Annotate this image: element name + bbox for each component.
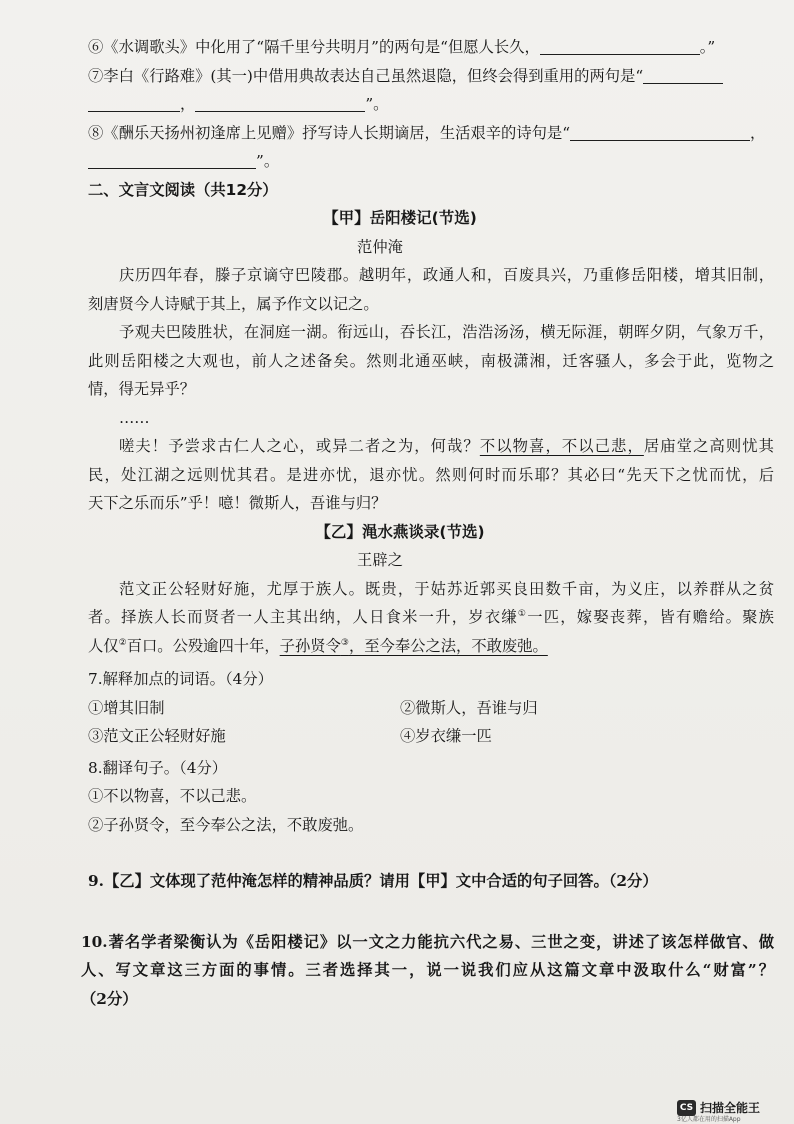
underlined-sentence-start: 子孙贤令 (279, 636, 341, 655)
text-a-p2-line2: 此则岳阳楼之大观也，前人之述备矣。然则北通巫峡，南极潇湘，迁客骚人，多会于此，览物之 (88, 351, 774, 370)
fill-blank-q8-separator: ， (750, 123, 766, 142)
answer-blank (88, 150, 256, 169)
underlined-sentence (280, 637, 548, 655)
section-heading: 二、文言文阅读（共12分） (88, 180, 278, 199)
answer-blank (540, 36, 700, 55)
text-b-line3 (88, 632, 774, 661)
fill-blank-q8-line1 (88, 119, 774, 148)
footnote-marker: ② (118, 637, 127, 648)
fill-blank-q6-text: ⑥《水调歌头》中化用了“隔千里兮共明月”的两句是“但愿人长久， (88, 38, 540, 56)
text-b-line3-middle: 百口。公殁逾四十年， (126, 636, 280, 655)
text-a-p2-line3: 情，得无异乎？ (88, 380, 196, 398)
text-a-p3-before: 嗟夫！予尝求古仁人之心，或异二者之为，何哉？ (119, 437, 480, 455)
question-7-row2 (88, 722, 774, 751)
scanner-tagline: 3亿人都在用的扫描App (677, 1116, 741, 1123)
question-7-row1 (88, 694, 774, 723)
text-a-p3-line1 (88, 432, 774, 461)
text-b-author: 王辟之 (357, 551, 403, 569)
question-10-line2: 人、写文章这三方面的事情。三者选择其一，说一说我们应从这篇文章中汲取什么“财富”？ (81, 961, 774, 979)
answer-blank (88, 93, 180, 112)
text-a-p3-line2: 民，处江湖之远则忧其君。是进亦忧，退亦忧。然则何时而乐耶？其必曰“先天下之忧而忧，后 (88, 465, 774, 484)
fill-blank-q7-separator: ， (180, 95, 196, 113)
question-7-stem: 7.解释加点的词语。（4分） (88, 670, 273, 688)
text-a-p1-line2: 刻唐贤今人诗赋于其上，属予作文以记之。 (88, 294, 379, 313)
fill-blank-q8-text: ⑧《酬乐天扬州初逢席上见赠》抒写诗人长期谪居，生活艰辛的诗句是“ (88, 123, 571, 142)
question-9-stem: 9.【乙】文体现了范仲淹怎样的精神品质？请用【甲】文中合适的句子回答。（2分） (88, 872, 658, 890)
camscanner-logo: CS (677, 1100, 696, 1116)
fill-blank-q7-text: ⑦李白《行路难》(其一)中借用典故表达自己虽然退隐，但终会得到重用的两句是“ (88, 66, 644, 85)
text-b-line2-start: 者。择族人长而贤者一人主其出纳，人日食米一升，岁衣缣 (88, 608, 518, 626)
text-a-ellipsis: …… (119, 408, 150, 427)
text-a-author: 范仲淹 (357, 237, 403, 256)
answer-blank (195, 93, 365, 112)
text-b-line2-end: 一匹，嫁娶丧葬，皆有赡给。聚族 (527, 608, 774, 626)
fill-blank-q7-line2 (88, 90, 774, 119)
text-b-title: 【乙】渑水燕谈录(节选) (315, 522, 485, 541)
question-7-item: ④岁衣缣一匹 (400, 727, 492, 745)
text-a-p2-line1: 予观夫巴陵胜状，在洞庭一湖。衔远山，吞长江，浩浩汤汤，横无际涯，朝晖夕阴，气象万千， (119, 323, 774, 341)
fill-blank-q6-end: 。” (699, 38, 716, 56)
fill-blank-q6 (88, 33, 774, 62)
question-10 (81, 928, 774, 1014)
page-content (81, 33, 774, 1013)
answer-blank (570, 122, 750, 141)
footnote-marker: ① (517, 609, 528, 619)
question-8-item: ①不以物喜，不以己悲。 (88, 787, 257, 805)
text-a-p1-line1: 庆历四年春，滕子京谪守巴陵郡。越明年，政通人和，百废具兴，乃重修岳阳楼，增其旧制， (119, 266, 774, 284)
underlined-sentence-end: ，至今奉公之法，不敢废弛。 (348, 636, 548, 655)
fill-blank-q7-end: ”。 (365, 95, 389, 113)
footnote-marker: ③ (340, 637, 349, 648)
text-a-p3-line3: 天下之乐而乐”乎！噫！微斯人，吾谁与归？ (88, 494, 387, 512)
underlined-sentence: 不以物喜，不以己悲， (479, 437, 644, 455)
fill-blank-q8-end: ”。 (256, 152, 280, 170)
text-a-p3-after: 居庙堂之高则忧其 (643, 437, 774, 455)
question-7-item: ③范文正公轻财好施 (88, 727, 226, 745)
question-7-item: ①增其旧制 (88, 698, 165, 717)
scanner-app-name: 扫描全能王 (700, 1101, 761, 1115)
text-b-line2 (88, 603, 774, 632)
text-b-line3-start: 人仅 (88, 636, 119, 655)
fill-blank-q8-line2 (88, 147, 774, 176)
question-10-points: （2分） (81, 989, 138, 1008)
text-a-title: 【甲】岳阳楼记(节选) (323, 209, 477, 227)
text-b-line1: 范文正公轻财好施，尤厚于族人。既贵，于姑苏近郭买良田数千亩，为义庄，以养群从之贫 (119, 579, 774, 598)
question-8-item: ②子孙贤令，至今奉公之法，不敢废弛。 (88, 815, 364, 834)
fill-blank-q7-line1 (88, 62, 774, 91)
question-10-line1: 10.著名学者梁衡认为《岳阳楼记》以一文之力能抗六代之易、三世之变，讲述了该怎样做官、做 (81, 932, 774, 951)
question-8-stem: 8.翻译句子。（4分） (88, 758, 228, 777)
answer-blank (643, 65, 723, 84)
question-7-item: ②微斯人，吾谁与归 (400, 698, 538, 717)
